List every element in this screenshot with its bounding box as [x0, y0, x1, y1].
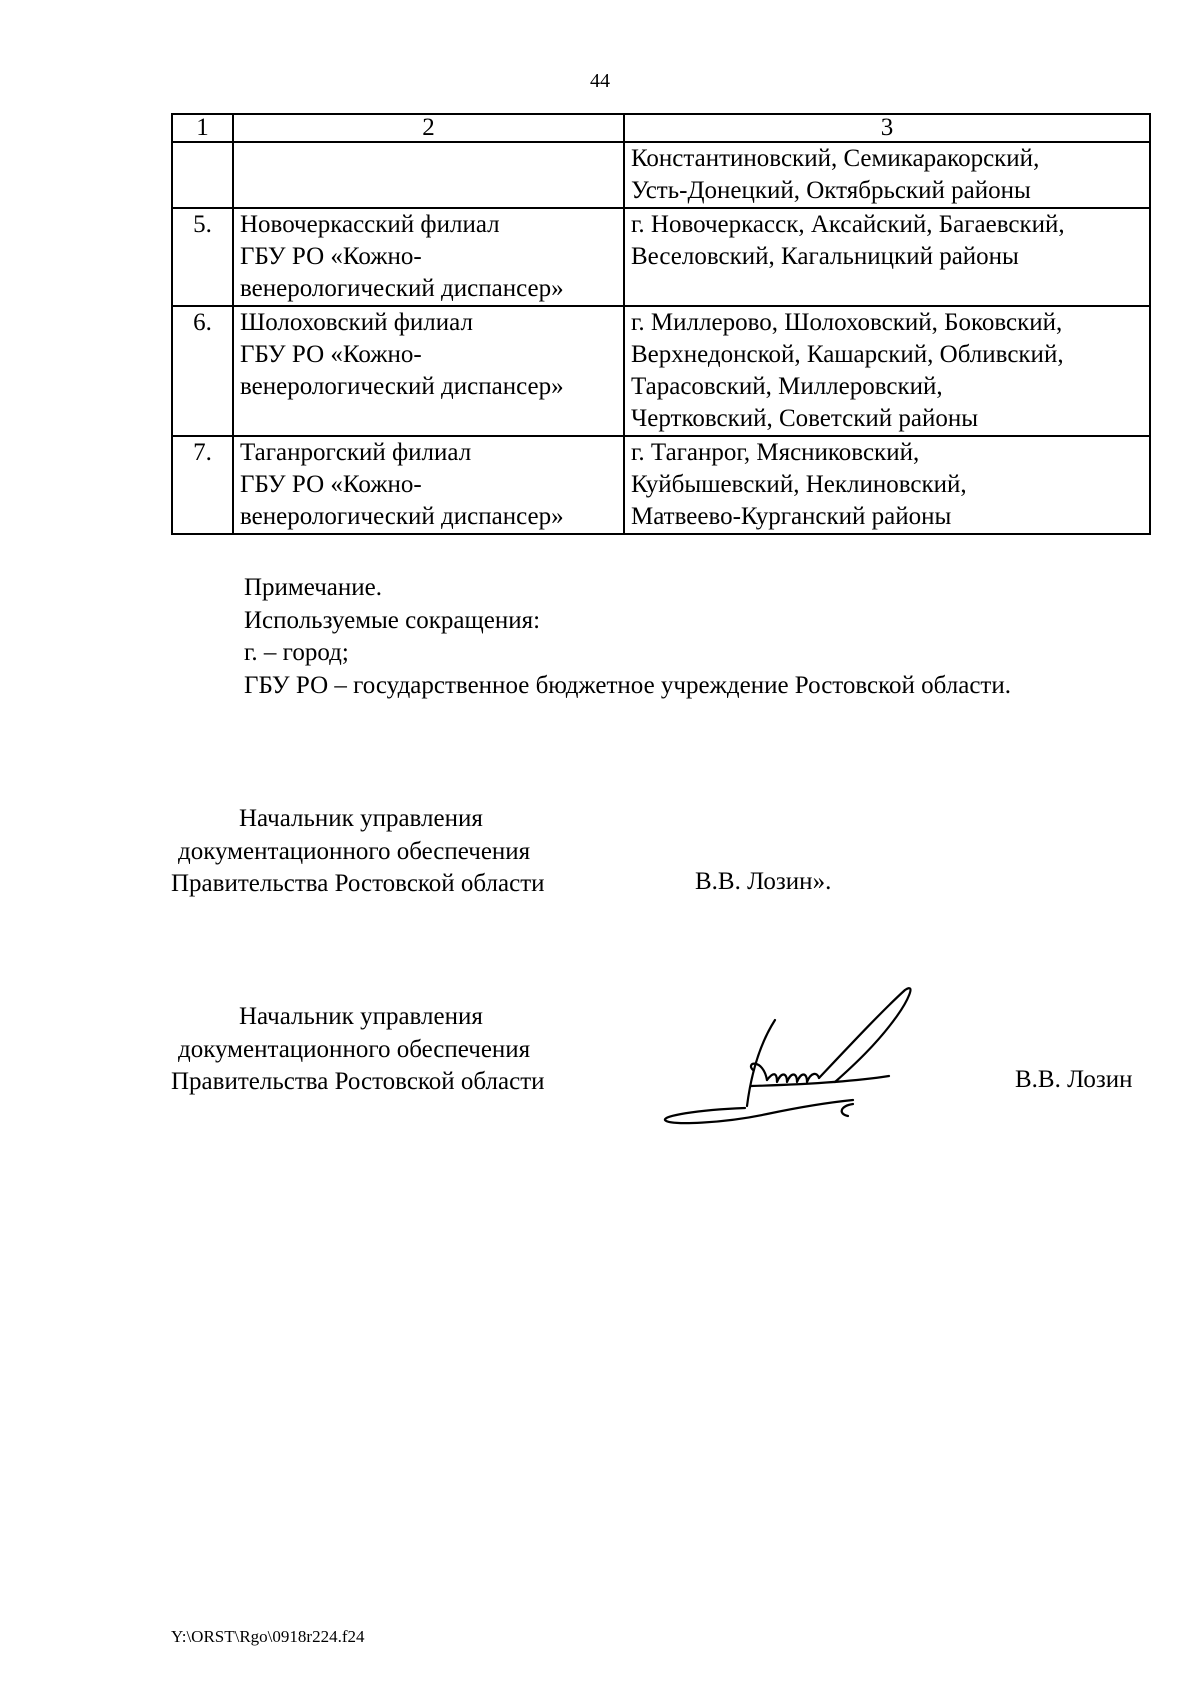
signatory-title-line: Начальник управления [239, 805, 483, 832]
territory-line: Матвеево-Курганский районы [631, 503, 952, 530]
signatory-name: В.В. Лозин [1015, 1066, 1133, 1093]
territory-cell [624, 142, 1150, 208]
territory-cell [624, 208, 1150, 306]
branch-line: Таганрогский филиал [240, 439, 472, 466]
signatory-title-line: Правительства Ростовской области [171, 870, 545, 897]
signatory-title-line: Правительства Ростовской области [171, 1068, 545, 1095]
signatory-title-line: документационного обеспечения [178, 837, 531, 865]
row-number: 5. [172, 208, 233, 306]
table-row [172, 142, 1150, 208]
branch-line: Новочеркасский филиал [240, 211, 500, 238]
table-header-row [172, 114, 1150, 142]
note-block [244, 572, 1011, 702]
row-number [172, 142, 233, 208]
branches-table [171, 113, 1151, 535]
territory-cell [624, 306, 1150, 436]
territory-line: Тарасовский, Миллеровский, [631, 373, 943, 400]
branch-line: венерологический диспансер» [240, 503, 564, 530]
row-number: 6. [172, 306, 233, 436]
note-subtitle: Используемые сокращения: [244, 606, 541, 634]
branch-line: Шолоховский филиал [240, 309, 473, 336]
territory-line: Константиновский, Семикаракорский, [631, 145, 1040, 172]
note-item: ГБУ РО – государственное бюджетное учреждение Ростовской области. [244, 671, 1011, 699]
territory-line: Усть-Донецкий, Октябрьский районы [631, 177, 1031, 204]
territory-line: г. Таганрог, Мясниковский, [631, 439, 920, 466]
table-row [172, 208, 1150, 306]
territory-cell [624, 436, 1150, 534]
territory-line: Чертковский, Советский районы [631, 405, 979, 432]
signature-block-title [171, 803, 545, 901]
branch-line: венерологический диспансер» [240, 275, 564, 302]
page-number: 44 [590, 70, 610, 92]
note-title: Примечание. [244, 574, 383, 601]
handwritten-signature [655, 980, 985, 1140]
signatory-title-line: Начальник управления [239, 1003, 483, 1030]
territory-line: Верхнедонской, Кашарский, Обливский, [631, 341, 1064, 368]
territory-line: Куйбышевский, Неклиновский, [631, 471, 967, 498]
branch-cell [233, 208, 624, 306]
table-header-cell: 1 [172, 114, 233, 142]
row-number: 7. [172, 436, 233, 534]
branch-line: венерологический диспансер» [240, 373, 564, 400]
signatory-name: В.В. Лозин». [695, 868, 832, 895]
branch-line: ГБУ РО «Кожно- [240, 471, 422, 498]
territory-line: г. Новочеркасск, Аксайский, Багаевский, [631, 211, 1065, 238]
branch-line: ГБУ РО «Кожно- [240, 341, 422, 368]
table-header-cell: 2 [233, 114, 624, 142]
territory-line: г. Миллерово, Шолоховский, Боковский, [631, 309, 1063, 336]
file-path-footer: Y:\ORST\Rgo\0918r224.f24 [171, 1627, 365, 1646]
note-item: г. – город; [244, 639, 349, 666]
branch-cell [233, 142, 624, 208]
signature-block-title [171, 1001, 545, 1099]
territory-line: Веселовский, Кагальницкий районы [631, 243, 1019, 270]
branch-cell [233, 436, 624, 534]
branch-cell [233, 306, 624, 436]
table-row [172, 436, 1150, 534]
signatory-title-line: документационного обеспечения [178, 1035, 531, 1063]
table-row [172, 306, 1150, 436]
branch-line: ГБУ РО «Кожно- [240, 243, 422, 270]
table-header-cell: 3 [624, 114, 1150, 142]
